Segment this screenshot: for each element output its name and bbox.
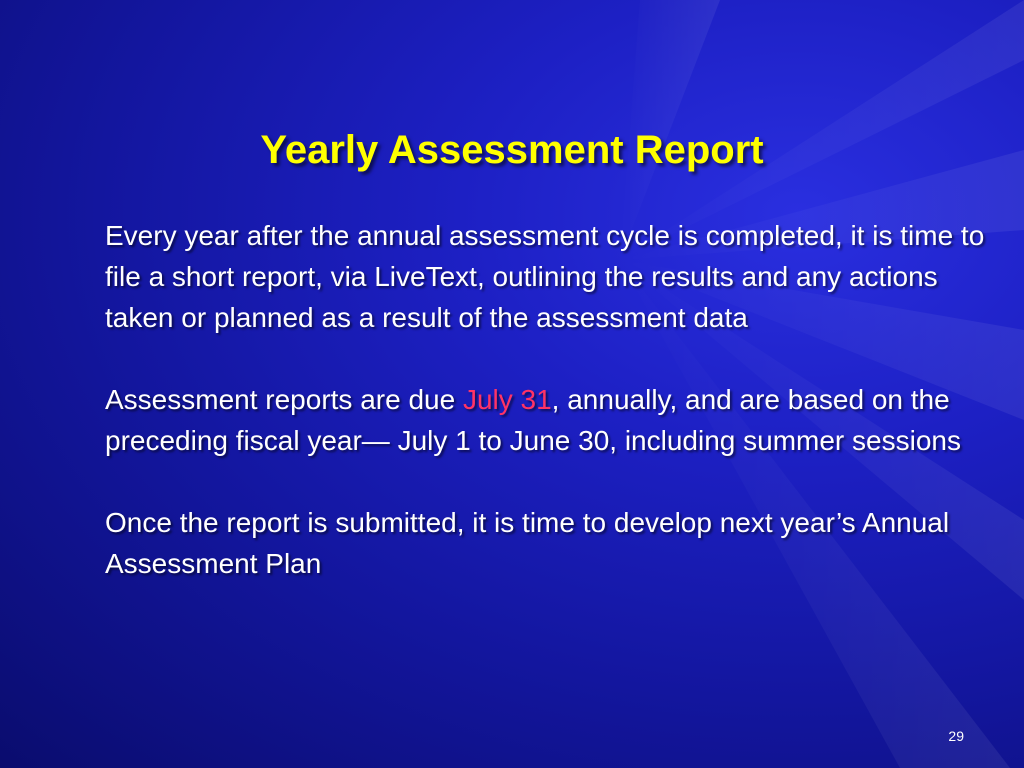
slide-title: Yearly Assessment Report [260,128,764,172]
paragraph-report-description: Every year after the annual assessment cycle is completed, it is time to file a short report, via LiveText, outlining the results and any actions taken or planned as a result of the assessment data [105,220,985,333]
due-date-highlight: July 31 [462,384,552,415]
slide-body [105,215,985,584]
due-date-prefix: Assessment reports are due [105,384,463,415]
paragraph-due-date [105,379,985,461]
due-date-suffix: , annually, and are based on the preceding fiscal year— July 1 to June 30, including summer sessions [105,384,961,456]
paragraph-next-plan: Once the report is submitted, it is time to develop next year’s Annual Assessment Plan [105,507,950,579]
page-number: 29 [948,728,964,744]
